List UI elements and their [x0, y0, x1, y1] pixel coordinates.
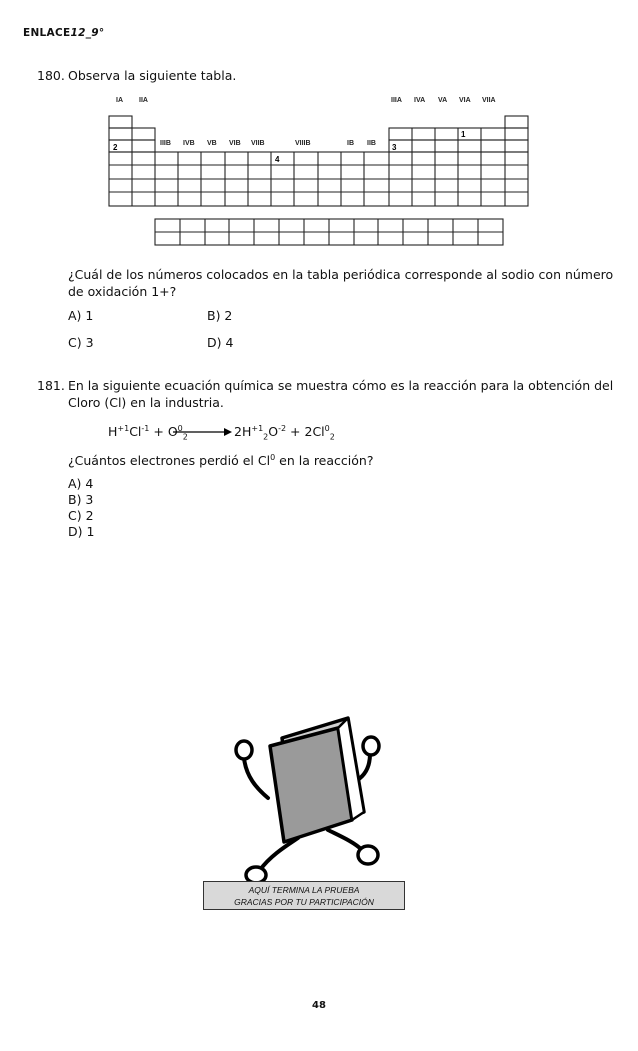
question-sup: 0 [270, 452, 276, 462]
eq-term: O [268, 424, 279, 439]
chemical-equation-products [234, 423, 335, 440]
header-number: 12 [70, 27, 86, 39]
group-label: IVA [414, 97, 426, 104]
eq-sub: 2 [182, 432, 188, 442]
group-label: VA [438, 97, 448, 104]
option-a[interactable]: A) 1 [68, 308, 94, 323]
question-prompt: En la siguiente ecuación química se muestra cómo es la reacción para la obtención del Cloro (Cl) en la industria. [68, 378, 614, 410]
eq-term: O [167, 424, 178, 439]
option-c[interactable]: C) 2 [68, 508, 94, 523]
group-label: IVB [183, 140, 195, 147]
group-label: VIIIB [295, 140, 311, 147]
eq-term: Cl [129, 424, 142, 439]
page-number: 48 [312, 1000, 326, 1011]
book-mascot-illustration [220, 710, 420, 890]
eq-sup: 0 [324, 423, 330, 433]
group-label: IIB [367, 140, 376, 147]
group-label: IB [347, 140, 354, 147]
periodic-table-grid [0, 0, 638, 260]
question-number: 181. [37, 378, 65, 393]
end-of-test-caption [203, 881, 405, 910]
group-label: IA [116, 97, 123, 104]
question-text: ¿Cuál de los números colocados en la tabla periódica corresponde al sodio con número de oxidación 1+? [68, 267, 614, 299]
option-b[interactable]: B) 2 [207, 308, 233, 323]
marker-1: 1 [461, 130, 466, 139]
header-prefix: ENLACE [23, 27, 71, 39]
eq-sup: +1 [251, 423, 264, 433]
eq-sub: 2 [263, 432, 269, 442]
marker-2: 2 [113, 143, 118, 152]
marker-4: 4 [275, 155, 280, 164]
group-label: IIIA [391, 97, 402, 104]
option-a[interactable]: A) 4 [68, 476, 94, 491]
group-label: VIB [229, 140, 241, 147]
question-text: ¿Cuántos electrones perdió el Cl [68, 453, 271, 468]
question-number: 180. [37, 68, 65, 83]
eq-sup: 0 [177, 423, 183, 433]
eq-term: 2H [234, 424, 252, 439]
option-d[interactable]: D) 1 [68, 524, 95, 539]
eq-plus: + [149, 424, 168, 439]
header-suffix: _9° [85, 27, 105, 39]
eq-sup: -2 [278, 423, 287, 433]
eq-sub: 2 [329, 432, 335, 442]
caption-line-1: AQUÍ TERMINA LA PRUEBA [248, 885, 360, 895]
eq-plus: + [286, 424, 305, 439]
eq-sup: +1 [117, 423, 130, 433]
question-text: en la reacción? [275, 453, 374, 468]
option-d[interactable]: D) 4 [207, 335, 234, 350]
eq-term: 2Cl [304, 424, 325, 439]
question-prompt: Observa la siguiente tabla. [68, 68, 237, 83]
option-b[interactable]: B) 3 [68, 492, 94, 507]
group-label: VIA [459, 97, 471, 104]
eq-sup: -1 [141, 423, 150, 433]
reaction-arrow-icon [172, 423, 232, 438]
marker-3: 3 [392, 143, 397, 152]
option-c[interactable]: C) 3 [68, 335, 94, 350]
caption-line-2: GRACIAS POR TU PARTICIPACIÓN [234, 897, 374, 907]
group-label: IIIB [160, 140, 171, 147]
group-label: VIIA [482, 97, 496, 104]
group-label: IIA [139, 97, 148, 104]
question-181-text [68, 452, 373, 469]
group-label: VB [207, 140, 217, 147]
group-label: VIIB [251, 140, 265, 147]
eq-term: H [108, 424, 118, 439]
question-180-text [68, 266, 618, 300]
